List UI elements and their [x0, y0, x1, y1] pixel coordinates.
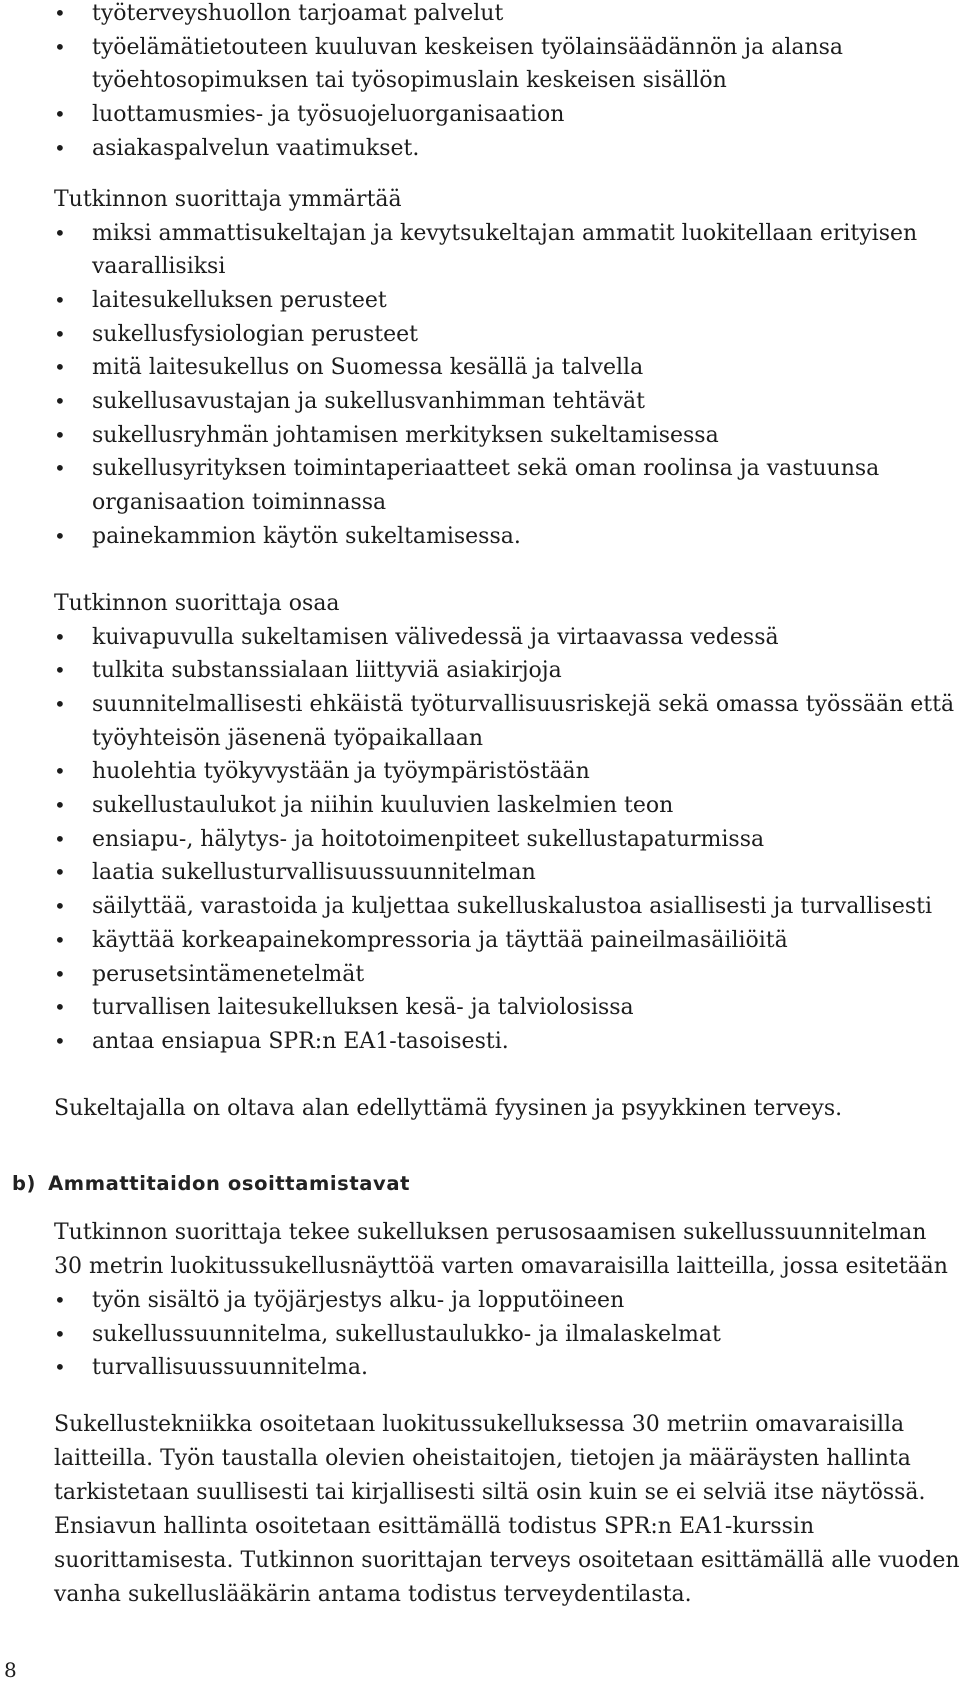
- list-item: • säilyttää, varastoida ja kuljettaa sukelluskalustoa asiallisesti ja turvallisesti: [54, 890, 960, 924]
- bullet-icon: •: [54, 658, 66, 683]
- can-do-intro: Tutkinnon suorittaja osaa: [54, 591, 340, 616]
- list-item: • perusetsintämenetelmät: [54, 958, 960, 992]
- list-item: • suunnitelmallisesti ehkäistä työturvallisuusriskejä sekä omassa työssään että työyhteisön jäsenenä työpaikallaan: [54, 688, 960, 755]
- section-b-intro: Tutkinnon suorittaja tekee sukelluksen perusosaamisen sukellussuunnitelman 30 metrin luokitussukellusnäyttöä varten omavaraisilla laitteilla, jossa esitetään: [54, 1220, 948, 1279]
- section-b-list: [54, 1284, 960, 1385]
- top-list-block: [54, 0, 960, 166]
- list-item: • sukellusyrityksen toimintaperiaatteet sekä oman roolinsa ja vastuunsa organisaation toiminnassa: [54, 452, 960, 519]
- list-item: • painekammion käytön sukeltamisessa.: [54, 520, 960, 554]
- bullet-icon: •: [54, 1288, 66, 1312]
- bullet-icon: •: [54, 287, 66, 312]
- bullet-icon: •: [54, 927, 66, 952]
- list-item: • ensiapu-, hälytys- ja hoitotoimenpiteet sukellustapaturmissa: [54, 823, 960, 857]
- bullet-icon: •: [54, 456, 66, 481]
- list-item: • antaa ensiapua SPR:n EA1-tasoisesti.: [54, 1025, 960, 1059]
- section-b-intro-block: [54, 1216, 960, 1385]
- bullet-icon: •: [54, 321, 66, 346]
- bullet-icon: •: [54, 961, 66, 986]
- list-item: • työelämätietouteen kuuluvan keskeisen työlainsäädännön ja alansa työehtosopimuksen tai työsopimuslain keskeisen sisällön: [54, 31, 960, 98]
- understands-list: [54, 217, 960, 554]
- bullet-icon: •: [54, 894, 66, 919]
- bullet-icon: •: [54, 691, 66, 716]
- top-bullet-list: [54, 0, 960, 166]
- list-item: • käyttää korkeapainekompressoria ja täyttää paineilmasäiliöitä: [54, 924, 960, 958]
- list-item: • sukellusfysiologian perusteet: [54, 318, 960, 352]
- bullet-icon: •: [54, 1321, 66, 1346]
- bullet-icon: •: [54, 1, 66, 25]
- bullet-icon: •: [54, 624, 66, 649]
- understands-intro: Tutkinnon suorittaja ymmärtää: [54, 187, 402, 212]
- health-note: Sukeltajalla on oltava alan edellyttämä fyysinen ja psyykkinen terveys.: [54, 1096, 843, 1121]
- understands-block: [54, 183, 960, 554]
- list-item: • huolehtia työkyvystään ja työympäristöstään: [54, 755, 960, 789]
- bullet-icon: •: [54, 523, 66, 548]
- list-item: • luottamusmies- ja työsuojeluorganisaation: [54, 98, 960, 132]
- list-item: • turvallisen laitesukelluksen kesä- ja talviolosissa: [54, 991, 960, 1025]
- bullet-icon: •: [54, 355, 66, 380]
- list-item: • työterveyshuollon tarjoamat palvelut: [54, 0, 960, 31]
- can-do-block: [54, 587, 960, 1059]
- bullet-icon: •: [54, 995, 66, 1020]
- bullet-icon: •: [54, 826, 66, 851]
- bullet-icon: •: [54, 34, 66, 59]
- section-b-closing: Sukellustekniikka osoitetaan luokitussukelluksessa 30 metriin omavaraisilla laitteilla. Työn taustalla olevien oheistaitojen, tietojen ja määräysten hallinta tarkistetaan suullisesti tai kirjallisesti siltä osin kuin se ei selviä itse näytössä. Ensiavun hallinta osoitetaan esittämällä todistus SPR:n EA1-kurssin suorittamisesta. Tutkinnon suorittajan terveys osoitetaan esittämällä alle vuoden vanha sukelluslääkärin antama todistus terveydentilasta.: [54, 1412, 960, 1607]
- list-item: • työn sisältö ja työjärjestys alku- ja lopputöineen: [54, 1284, 960, 1318]
- list-item: • laitesukelluksen perusteet: [54, 284, 960, 318]
- health-note-block: [54, 1092, 960, 1126]
- bullet-icon: •: [54, 1355, 66, 1380]
- bullet-icon: •: [54, 102, 66, 127]
- bullet-icon: •: [54, 759, 66, 784]
- list-item: • kuivapuvulla sukeltamisen välivedessä ja virtaavassa vedessä: [54, 621, 960, 655]
- bullet-icon: •: [54, 860, 66, 885]
- list-item: • laatia sukellusturvallisuussuunnitelman: [54, 856, 960, 890]
- bullet-icon: •: [54, 135, 66, 160]
- section-title: Ammattitaidon osoittamistavat: [48, 1172, 411, 1195]
- can-do-list: [54, 621, 960, 1059]
- list-item: • turvallisuussuunnitelma.: [54, 1351, 960, 1385]
- bullet-icon: •: [54, 1028, 66, 1053]
- list-item: • tulkita substanssialaan liittyviä asiakirjoja: [54, 654, 960, 688]
- bullet-icon: •: [54, 422, 66, 447]
- bullet-icon: •: [54, 793, 66, 818]
- section-b-heading: [12, 1172, 410, 1195]
- list-item: • asiakaspalvelun vaatimukset.: [54, 132, 960, 166]
- list-item: • sukellustaulukot ja niihin kuuluvien laskelmien teon: [54, 789, 960, 823]
- list-item: • miksi ammattisukeltajan ja kevytsukeltajan ammatit luokitellaan erityisen vaarallisiksi: [54, 217, 960, 284]
- list-item: • sukellusryhmän johtamisen merkityksen sukeltamisessa: [54, 419, 960, 453]
- bullet-icon: •: [54, 220, 66, 245]
- list-item: • sukellussuunnitelma, sukellustaulukko- ja ilmalaskelmat: [54, 1318, 960, 1352]
- section-marker: b): [12, 1172, 37, 1195]
- list-item: • mitä laitesukellus on Suomessa kesällä ja talvella: [54, 351, 960, 385]
- list-item: • sukellusavustajan ja sukellusvanhimman tehtävät: [54, 385, 960, 419]
- bullet-icon: •: [54, 389, 66, 414]
- page-number: 8: [4, 1658, 17, 1682]
- section-b-closing-block: [54, 1408, 960, 1612]
